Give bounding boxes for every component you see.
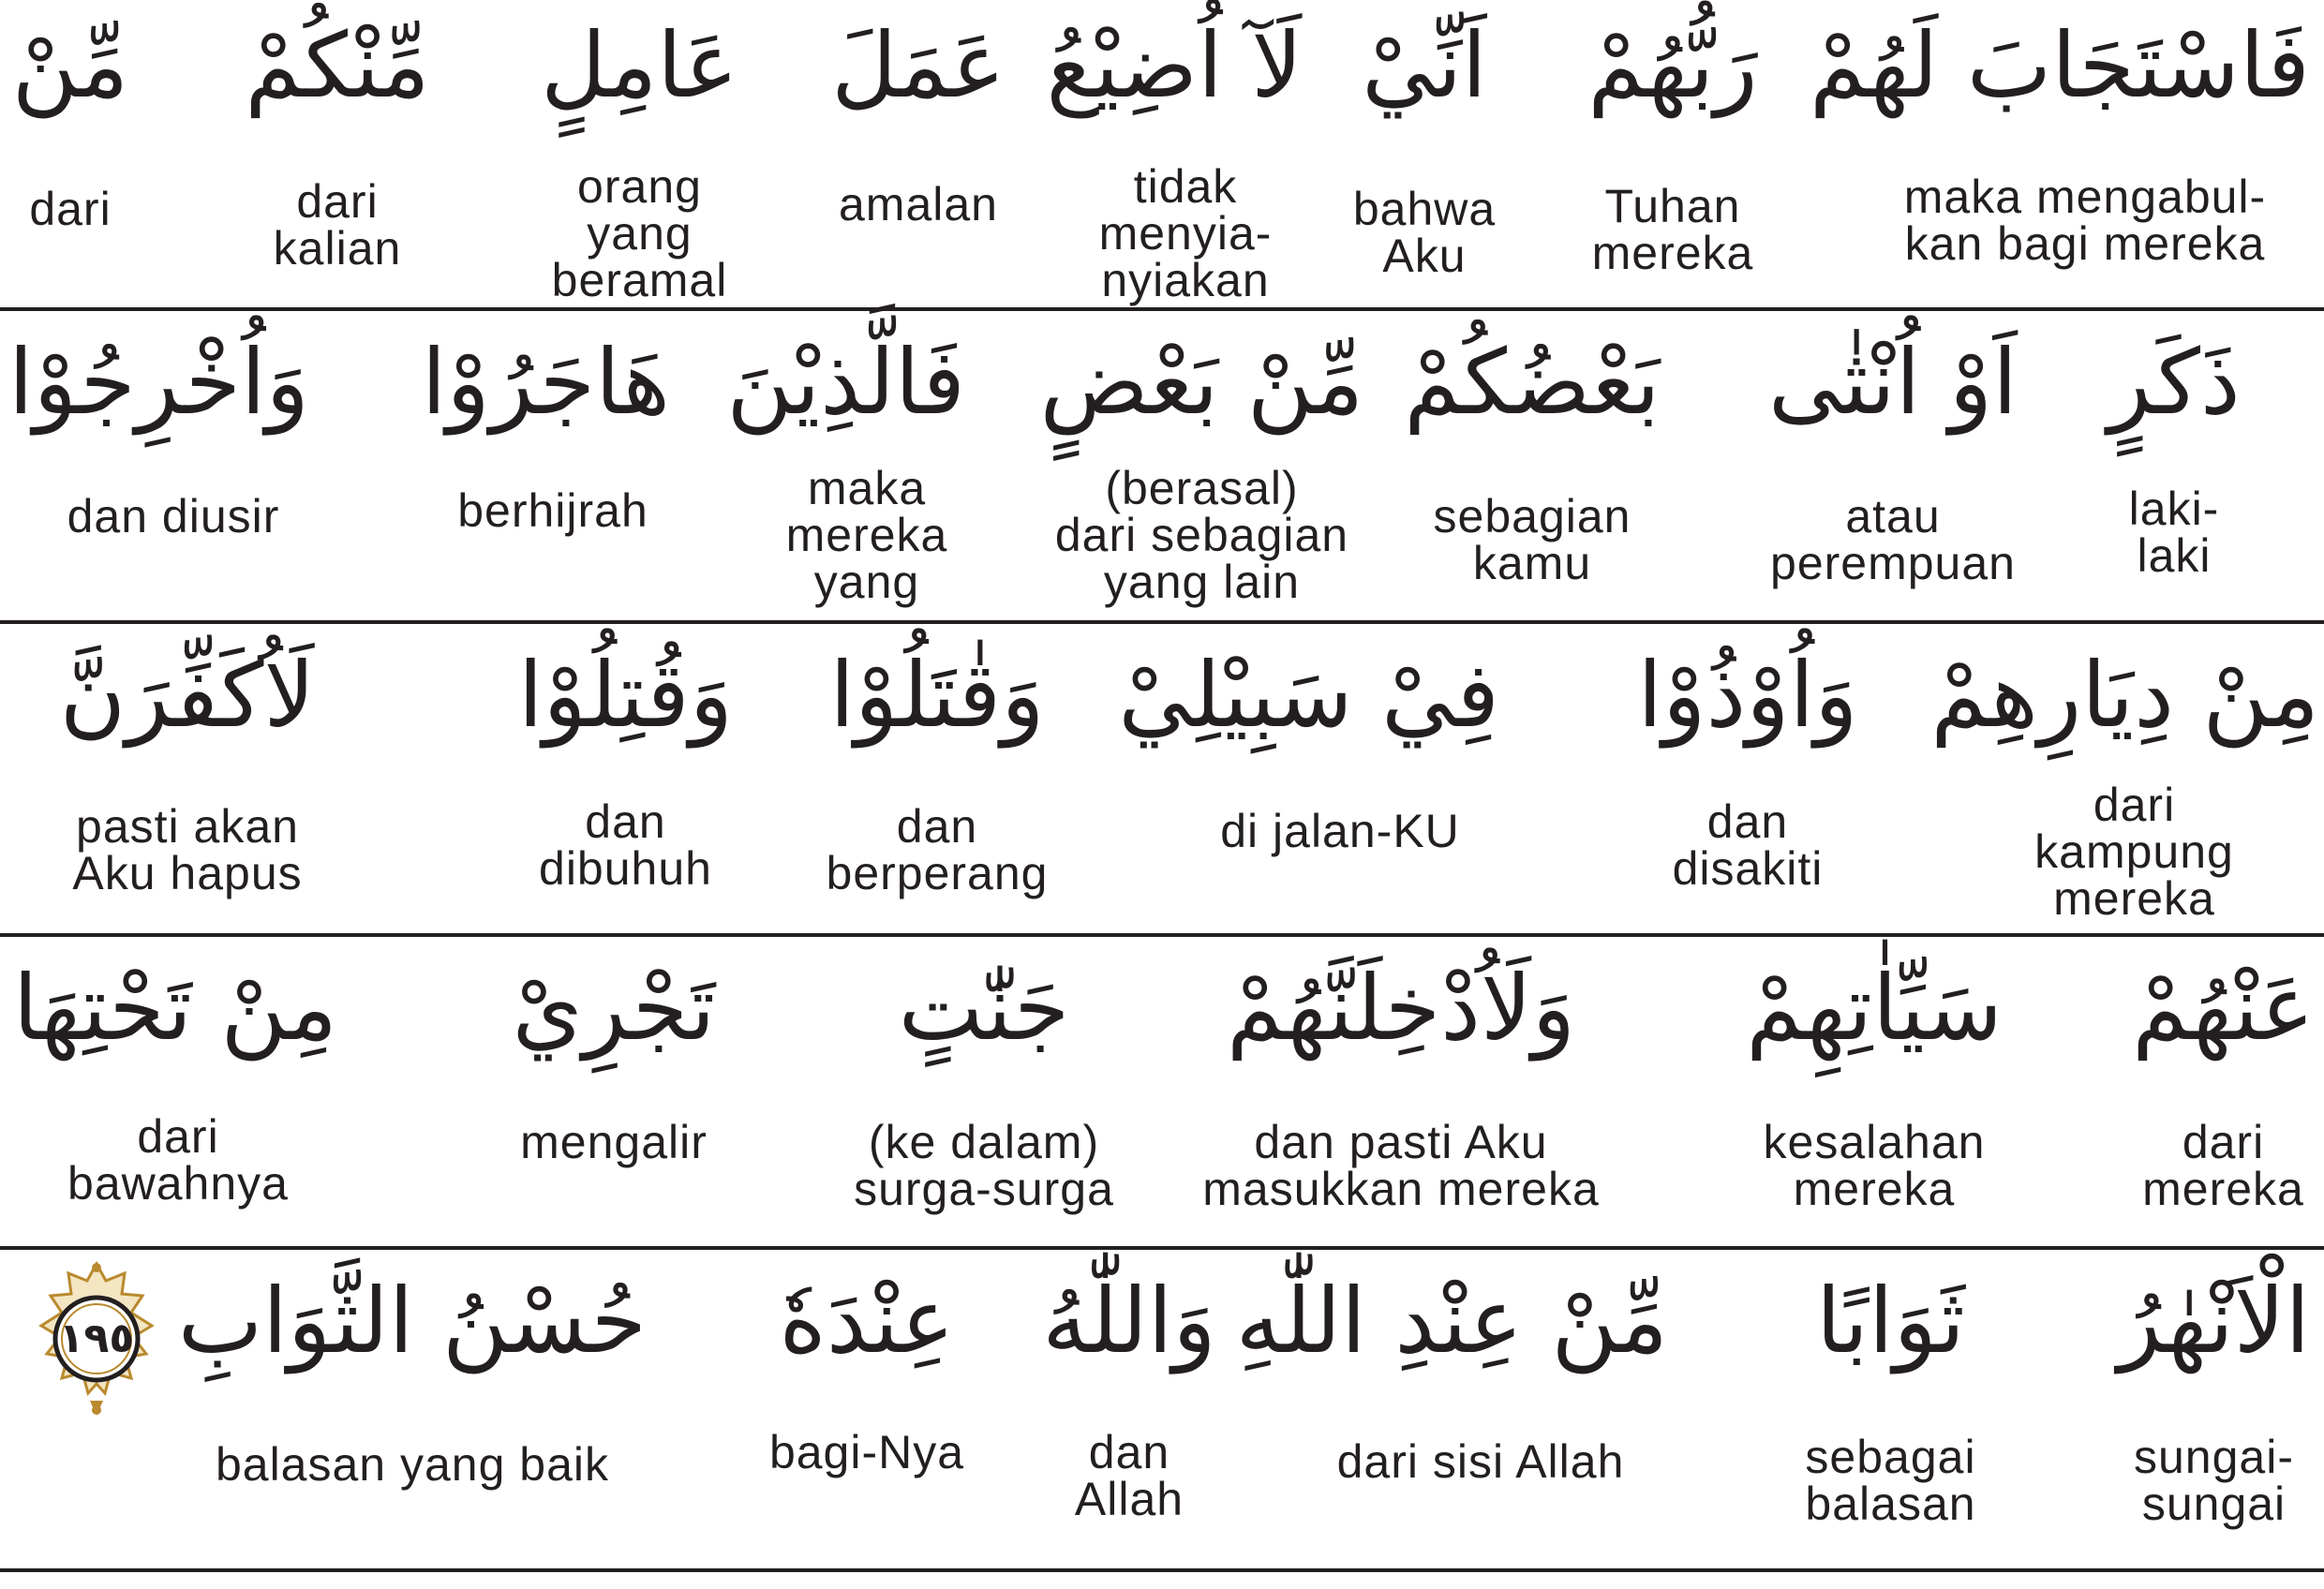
translation: dari sisi Allah: [1336, 1435, 1625, 1488]
translation: dan disakiti: [1672, 795, 1824, 895]
arabic-word: مِّنْكُمْ: [245, 13, 430, 118]
word-pair: [1776, 1255, 2005, 1530]
word-pair: [497, 943, 731, 1166]
word-pair: [726, 317, 965, 608]
translation: amalan: [839, 178, 998, 230]
word-pair: [834, 943, 1134, 1215]
translation: pasti akan Aku hapus: [72, 800, 303, 899]
word-pair: [1171, 943, 1631, 1215]
arabic-word: وَاُوْذُوْا: [1637, 643, 1858, 748]
translation: dan diusir: [67, 490, 280, 542]
translation: dan Allah: [1074, 1426, 1184, 1525]
word-pair: [1335, 0, 1513, 282]
row-divider: [0, 933, 2324, 937]
word-pair: [33, 630, 342, 897]
word-pair: [12, 943, 337, 1210]
word-pair: [8, 317, 309, 542]
translation: dan berperang: [826, 800, 1049, 899]
arabic-word: الْاَنْهٰرُ: [2117, 1269, 2311, 1374]
arabic-word: عَمَلَ: [831, 13, 1006, 118]
translation: sungai- sungai: [2134, 1431, 2294, 1530]
word-pair: [801, 0, 1035, 228]
ayah-number: ١٩٥: [58, 1314, 135, 1362]
translation: atau perempuan: [1770, 490, 2016, 589]
word-pair: [177, 1255, 647, 1491]
translation: dan dibuhuh: [539, 795, 712, 895]
arabic-word: سَيِّاٰتِهِمْ: [1746, 956, 2003, 1061]
translation: maka mereka yang: [785, 462, 948, 608]
arabic-word: وَلَاُدْخِلَنَّهُمْ: [1226, 956, 1576, 1061]
word-pair: [1235, 1255, 1668, 1488]
arabic-word: وَقٰتَلُوْا: [829, 643, 1045, 748]
word-pair: [1752, 317, 2034, 587]
translation: orang yang beramal: [551, 160, 728, 306]
translation: Tuhan mereka: [1591, 180, 1754, 279]
translation: tidak menyia- nyiakan: [1098, 160, 1273, 306]
arabic-word: وَاللّٰهُ: [1042, 1269, 1216, 1374]
translation: dari kampung mereka: [2034, 779, 2234, 925]
translation: dari: [29, 183, 112, 235]
translation: berhijrah: [457, 484, 648, 537]
arabic-word: فِيْ سَبِيْلِيْ: [1118, 643, 1499, 748]
arabic-word: مِّنْ بَعْضٍ: [1039, 330, 1364, 435]
arabic-word: لَآ اُضِيْعُ: [1046, 13, 1303, 118]
word-pair: [2127, 943, 2319, 1215]
word-pair: [1046, 0, 1303, 306]
arabic-word: عِنْدَهٗ: [779, 1269, 955, 1374]
arabic-word: لَاُكَفِّرَنَّ: [59, 643, 316, 748]
translation: balasan yang baik: [215, 1438, 610, 1491]
arabic-word: اَوْ اُنْثٰى: [1768, 330, 2018, 435]
translation: dari bawahnya: [67, 1110, 289, 1210]
arabic-word: وَاُخْرِجُوْا: [8, 330, 309, 435]
arabic-word: ذَكَرٍ: [2108, 330, 2241, 435]
arabic-word: فَاسْتَجَابَ لَهُمْ: [1809, 13, 2310, 118]
row-divider: [0, 620, 2324, 624]
word-pair: [216, 0, 459, 275]
translation: dari mereka: [2142, 1116, 2304, 1215]
row-divider: [0, 1568, 2324, 1572]
word-pair: [1031, 317, 1373, 608]
row-divider: [0, 307, 2324, 311]
translation: kesalahan mereka: [1763, 1116, 1986, 1215]
word-pair: [1401, 317, 1663, 587]
translation: maka mengabul- kan bagi mereka: [1903, 171, 2267, 270]
arabic-word: اَنِّيْ: [1362, 13, 1487, 118]
word-pair: [1631, 630, 1865, 895]
arabic-word: فَالَّذِيْنَ: [726, 330, 965, 435]
arabic-word: مِنْ تَحْتِهَا: [12, 956, 337, 1061]
word-pair: [1809, 0, 2310, 270]
word-pair: [1706, 943, 2043, 1215]
arabic-word: تَجْرِيْ: [512, 956, 716, 1061]
translation: (ke dalam) surga-surga: [854, 1116, 1114, 1215]
word-pair: [9, 0, 131, 235]
word-pair: [806, 630, 1068, 897]
translation: di jalan-KU: [1220, 805, 1460, 857]
arabic-word: بَعْضُكُمْ: [1404, 330, 1661, 435]
arabic-word: ثَوَابًا: [1816, 1269, 1965, 1374]
arabic-word: وَقُتِلُوْا: [517, 643, 734, 748]
word-pair: [1118, 630, 1499, 857]
arabic-word: مِّنْ: [11, 13, 129, 118]
row-divider: [0, 1246, 2324, 1250]
arabic-word: عَنْهُمْ: [2132, 956, 2315, 1061]
word-pair: [421, 317, 670, 537]
word-pair: [1040, 1255, 1218, 1525]
word-pair: [534, 0, 745, 304]
translation: (berasal) dari sebagian yang lain: [1054, 462, 1349, 608]
arabic-word: مِنْ دِيَارِهِمْ: [1930, 643, 2319, 748]
translation: laki- laki: [2128, 483, 2220, 582]
word-pair: [2038, 317, 2310, 582]
word-pair: [1560, 0, 1785, 279]
translation: mengalir: [520, 1116, 708, 1168]
translation: sebagai balasan: [1805, 1431, 1976, 1530]
ayah-end-marker: [36, 1260, 157, 1419]
arabic-word: جَنّٰتٍ: [898, 956, 1070, 1061]
translation: bahwa Aku: [1352, 183, 1497, 282]
arabic-word: حُسْنُ الثَّوَابِ: [177, 1269, 647, 1374]
word-pair: [2113, 1255, 2315, 1530]
word-pair: [1930, 630, 2319, 925]
arabic-word: عَامِلٍ: [541, 13, 738, 118]
arabic-word: رَبُّهُمْ: [1587, 13, 1758, 118]
arabic-word: هَاجَرُوْا: [421, 330, 670, 435]
translation: dan pasti Aku masukkan mereka: [1202, 1116, 1600, 1215]
arabic-word: مِّنْ عِنْدِ اللّٰهِ: [1235, 1269, 1668, 1374]
word-pair: [750, 1255, 984, 1476]
translation: sebagian kamu: [1433, 490, 1631, 589]
translation: bagi-Nya: [768, 1426, 965, 1478]
translation: dari kalian: [273, 175, 402, 275]
word-pair: [501, 630, 750, 895]
